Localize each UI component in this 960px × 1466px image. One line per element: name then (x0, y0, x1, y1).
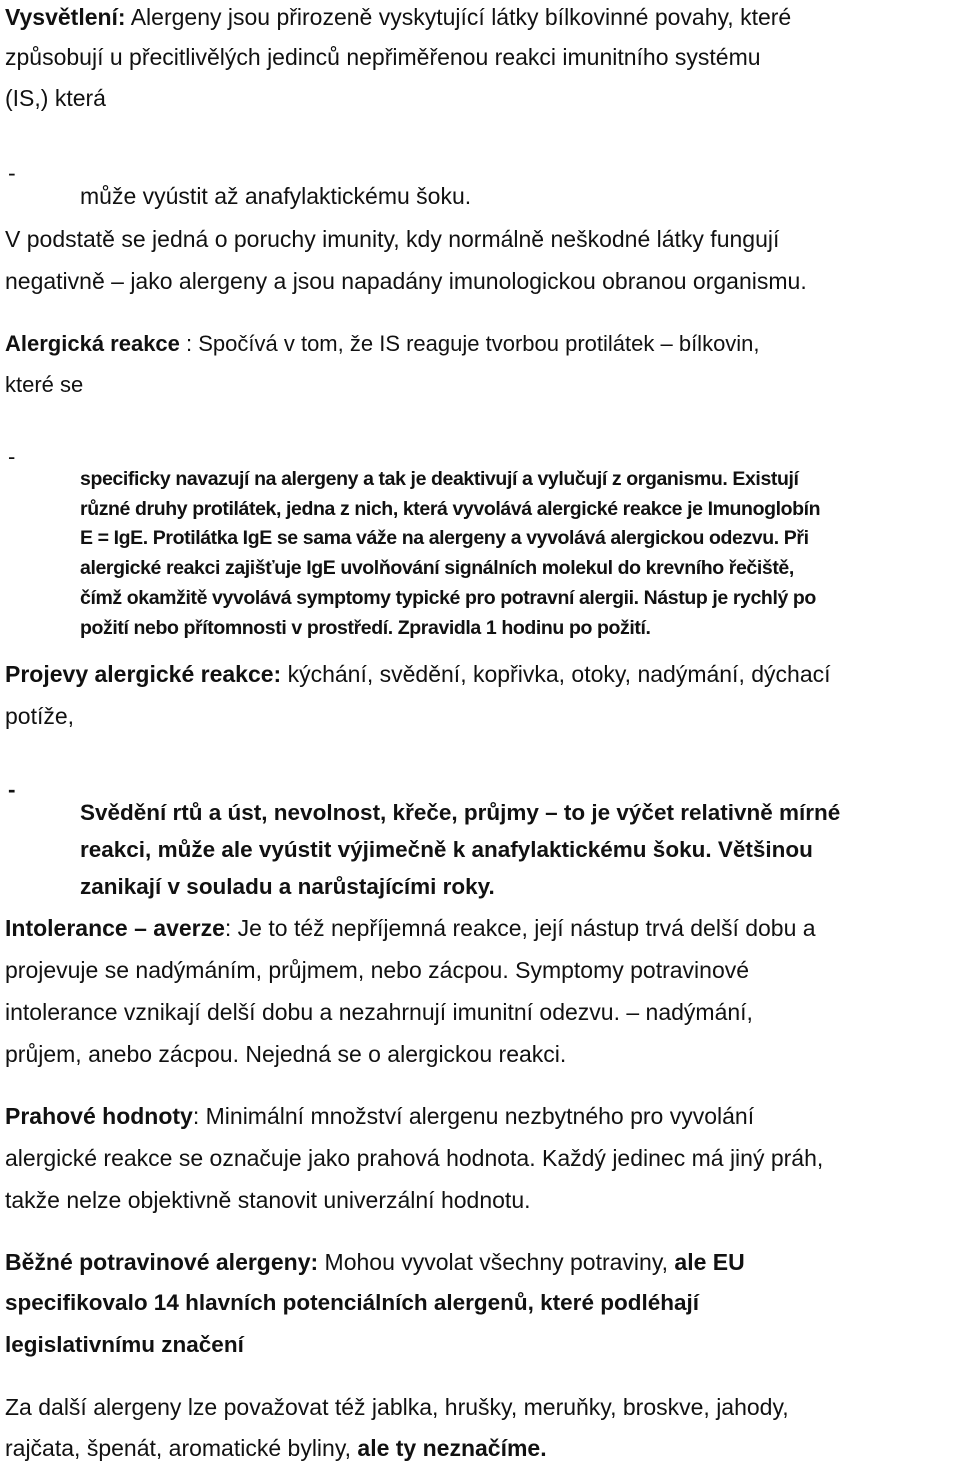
alergicka-bullet-line-1: specificky navazují na alergeny a tak je deaktivují a vylučují z organismu. Existují (80, 467, 799, 490)
intolerance-text-1: : Je to též nepříjemná reakce, její nástup trvá delší dobu a (224, 915, 816, 941)
alergicka-bullet-line-2: různé druhy protilátek, jedna z nich, která vyvolává alergické reakce je Imunoglobín (80, 497, 821, 520)
projevy-bullet-line-3: zanikají v souladu a narůstajícími roky. (80, 873, 495, 899)
vysvetleni-bullet: může vyústit až anafylaktickému šoku. (80, 183, 472, 209)
bezne-line-2: specifikovalo 14 hlavních potenciálních alergenů, které podléhají (5, 1290, 699, 1315)
dalsi-line-2 (5, 1433, 547, 1463)
vysvetleni-line-3: (IS,) která (5, 85, 106, 111)
intolerance-line-1 (5, 913, 816, 943)
vysvetleni-line-2: způsobují u přecitlivělých jedinců nepřiměřenou reakci imunitního systému (5, 44, 761, 70)
alergicka-text-1: : Spočívá v tom, že IS reaguje tvorbou protilátek – bílkovin, (179, 331, 760, 356)
projevy-label: Projevy alergické reakce: (5, 661, 282, 687)
bezne-bold-1: ale EU (674, 1249, 745, 1275)
projevy-line-1 (5, 659, 831, 689)
projevy-bullet-line-2: reakci, může ale vyústit výjimečně k anafylaktickému šoku. Většinou (80, 836, 813, 862)
prahove-line-2: alergické reakce se označuje jako prahová hodnota. Každý jedinec má jiný práh, (5, 1145, 824, 1171)
bullet-dash: - (8, 444, 16, 469)
vysvetleni-para-line-2: negativně – jako alergeny a jsou napadány imunologickou obranou organismu. (5, 268, 807, 294)
dalsi-line-1: Za další alergeny lze považovat též jablka, hrušky, meruňky, broskve, jahody, (5, 1394, 789, 1420)
alergicka-bullet-line-5: čímž okamžitě vyvolává symptomy typické pro potravní alergii. Nástup je rychlý po (80, 586, 816, 609)
vysvetleni-line-1 (5, 2, 791, 32)
intolerance-label: Intolerance – averze (5, 915, 225, 941)
bullet-dash: - (8, 160, 16, 186)
bezne-line-1 (5, 1247, 745, 1277)
bullet-dash: - (8, 777, 16, 802)
intolerance-line-4: průjem, anebo zácpou. Nejedná se o alergickou reakci. (5, 1041, 567, 1067)
intolerance-line-3: intolerance vznikají delší dobu a nezahrnují imunitní odezvu. – nadýmání, (5, 999, 753, 1025)
dalsi-bold-2b: ale ty neznačíme. (357, 1435, 547, 1461)
bezne-line-3: legislativnímu značení (5, 1332, 244, 1357)
intolerance-line-2: projevuje se nadýmáním, průjmem, nebo zácpou. Symptomy potravinové (5, 957, 750, 983)
alergicka-bullet-line-4: alergické reakci zajišťuje IgE uvolňování signálních molekul do krevního řečiště, (80, 556, 794, 579)
vysvetleni-label: Vysvětlení: (5, 4, 126, 30)
alergicka-bullet-line-6: požití nebo přítomnosti v prostředí. Zpravidla 1 hodinu po požití. (80, 616, 651, 639)
projevy-line-2: potíže, (5, 703, 75, 729)
alergicka-bullet-line-3: E = IgE. Protilátka IgE se sama váže na alergeny a vyvolává alergickou odezvu. Při (80, 526, 809, 549)
prahove-text-1: : Minimální množství alergenu nezbytného pro vyvolání (192, 1103, 755, 1129)
vysvetleni-para-line-1: V podstatě se jedná o poruchy imunity, kdy normálně neškodné látky fungují (5, 226, 780, 252)
prahove-label: Prahové hodnoty (5, 1103, 193, 1129)
bezne-label: Běžné potravinové alergeny: (5, 1249, 319, 1275)
alergicka-label: Alergická reakce (5, 331, 180, 356)
prahove-line-1 (5, 1101, 754, 1131)
alergicka-line-1 (5, 329, 760, 359)
projevy-bullet-line-1: Svědění rtů a úst, nevolnost, křeče, průjmy – to je výčet relativně mírné (80, 799, 841, 825)
dalsi-text-2a: rajčata, špenát, aromatické byliny, (5, 1435, 358, 1461)
projevy-text-1: kýchání, svědění, kopřivka, otoky, nadýmání, dýchací (281, 661, 831, 687)
alergicka-line-2: které se (5, 372, 84, 397)
prahove-line-3: takže nelze objektivně stanovit univerzální hodnotu. (5, 1187, 531, 1213)
vysvetleni-text-1: Alergeny jsou přirozeně vyskytující látky bílkovinné povahy, které (125, 4, 792, 30)
bezne-text-1: Mohou vyvolat všechny potraviny, (318, 1249, 675, 1275)
